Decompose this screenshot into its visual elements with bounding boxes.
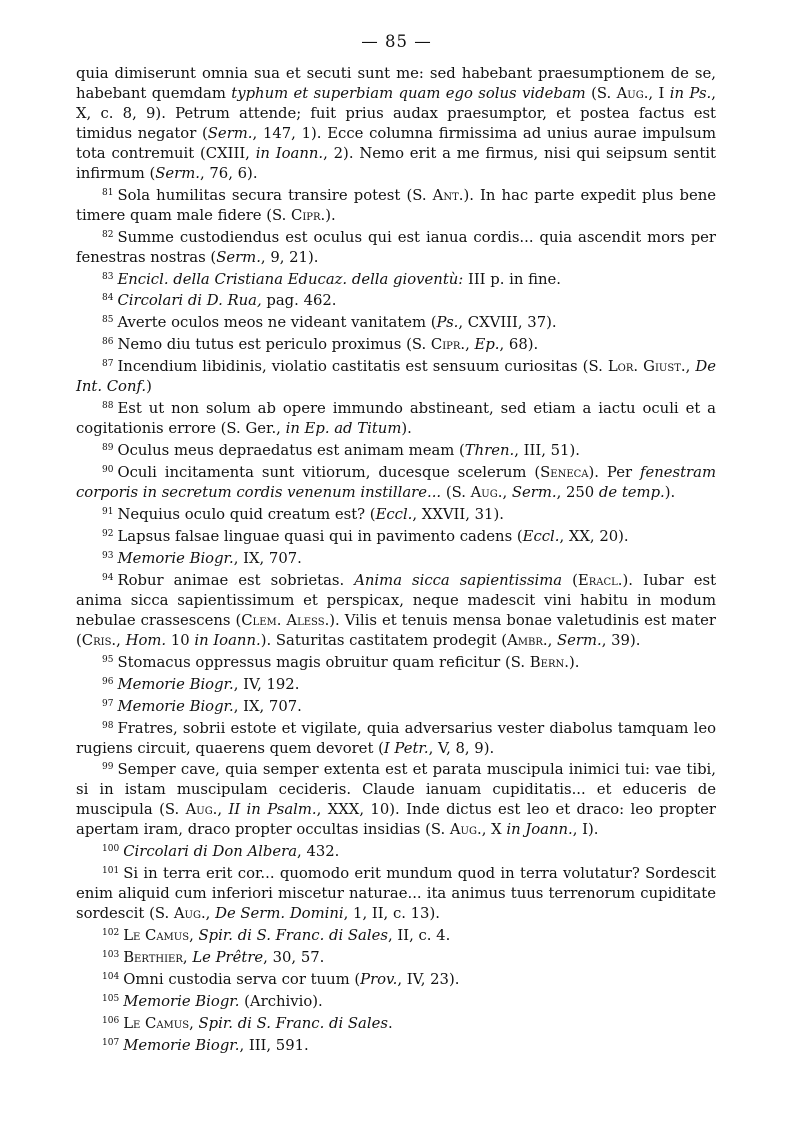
note-text: (	[562, 571, 578, 589]
footnote-number: 92	[102, 528, 114, 539]
footnote-number: 96	[102, 676, 114, 687]
footnote-82	[76, 226, 716, 268]
note-text: Lapsus falsae linguae quasi qui in pavimento cadens (	[117, 527, 523, 545]
footnote-85	[76, 311, 716, 333]
citation-italic: Serm.	[216, 248, 261, 266]
note-text: Fratres, sobrii estote et vigilate, quia adversarius vester diabolus tamquam leo rugiens circuit, quaerens quem devoret (	[76, 719, 716, 757]
footnote-81	[76, 184, 716, 226]
footnote-84	[76, 289, 716, 311]
note-text: Semper cave, quia semper extenta est et parata muscipula inimici tui: vae tibi, si in istam muscipulam cecideris. Claude ianuam cupiditatis... et educeris de muscipula (S.	[76, 761, 716, 819]
footnote-number: 107	[102, 1037, 120, 1048]
author-name: Ambr.	[507, 631, 548, 649]
note-text: ,	[502, 484, 512, 502]
author-name: Eracl.	[577, 571, 623, 589]
footnote-number: 81	[102, 187, 114, 198]
citation-italic: Prov.	[360, 970, 398, 988]
note-text: (S.	[585, 84, 617, 102]
citation-italic: Memorie Biogr.	[123, 1036, 240, 1054]
footnote-number: 106	[102, 1015, 120, 1026]
footnote-number: 84	[102, 293, 114, 304]
citation-italic: Anima sicca sapientissima	[354, 571, 563, 589]
footnote-number: 89	[102, 443, 114, 454]
citation-italic: in Ep. ad Titum	[285, 420, 402, 438]
note-text: ). Vilis et tenuis mensa bonae valetudinis est mater (	[76, 611, 716, 649]
citation-italic: II in Psalm.	[228, 801, 317, 819]
footnote-100	[76, 840, 716, 862]
footnote-number: 100	[102, 844, 120, 855]
note-text: , XXX, 10). Inde dictus est leo et draco: leo propter apertam iram, draco propter occultas insidias (S.	[76, 801, 716, 839]
footnote-number: 85	[102, 315, 114, 326]
note-text: Summe custodiendus est oculus qui est ianua cordis... quia ascendit mors per fenestras nostras (	[76, 228, 716, 266]
author-name: Cipr.	[291, 206, 326, 224]
note-text: quia dimiserunt omnia sua et secuti sunt me: sed habebant praesumptionem de se, habebant quemdam	[76, 65, 716, 102]
citation-italic: De Serm. Domini	[215, 905, 344, 923]
footnote-87	[76, 355, 716, 397]
citation-italic: Memorie Biogr.	[117, 697, 234, 715]
note-text: ,	[189, 927, 199, 945]
footnote-96	[76, 673, 716, 695]
footnote-number: 101	[102, 866, 120, 877]
footnote-91	[76, 503, 716, 525]
note-text: 10	[166, 631, 195, 649]
note-text: ).	[325, 206, 336, 224]
note-text: , 250	[556, 484, 599, 502]
footnote-107	[76, 1034, 716, 1056]
note-text: Incendium libidinis, violatio castitatis est sensuum curiositas (S.	[117, 358, 608, 376]
author-name: Lor. Giust.	[607, 358, 686, 376]
note-text: Averte oculos meos ne videant vanitatem (	[117, 314, 437, 332]
citation-italic: Eccl.	[522, 527, 560, 545]
footnote-number: 94	[102, 572, 114, 583]
note-text: Sola humilitas secura transire potest (S.	[117, 186, 433, 204]
citation-italic: in Ps.	[669, 84, 712, 102]
citation-italic: Serm.	[557, 631, 602, 649]
note-text: (S.	[441, 484, 471, 502]
note-text: pag. 462.	[261, 292, 337, 310]
footnote-number: 103	[102, 950, 120, 961]
note-text: , XXVII, 31).	[412, 506, 504, 524]
note-text: Oculi incitamenta sunt vitiorum, ducesque scelerum (	[117, 464, 541, 482]
footnote-99	[76, 758, 716, 840]
citation-italic: in Joann.	[506, 821, 573, 839]
footnote-103	[76, 946, 716, 968]
note-text: ). Per	[588, 464, 640, 482]
footnote-number: 87	[102, 359, 114, 370]
citation-italic: Serm.	[155, 164, 200, 182]
author-name: Seneca	[540, 464, 589, 482]
note-text: , 2). Nemo erit a me firmus, nisi qui seipsum sentit infirmum (	[76, 144, 716, 182]
footnote-number: 83	[102, 271, 114, 282]
note-text: , I	[648, 84, 670, 102]
note-text: Si in terra erit cor... quomodo erit mundum quod in terra volutatur? Sordescit enim aliquid cum inferiori miscetur naturae... ita animus tuus terrenorum cupiditate sordescit (S.	[76, 865, 716, 923]
citation-italic: Serm.	[207, 124, 253, 142]
note-text: , IX, 707.	[233, 549, 302, 567]
citation-italic: Hom.	[125, 631, 167, 649]
footnote-97	[76, 695, 716, 717]
footnote-number: 98	[102, 720, 114, 731]
citation-italic: Ep.	[474, 336, 500, 354]
citation-italic: Eccl.	[375, 506, 413, 524]
author-name: Aug.	[173, 905, 206, 923]
footnote-83	[76, 268, 716, 290]
note-text: , CXVIII, 37).	[458, 314, 557, 332]
author-name: Aug.	[449, 821, 482, 839]
footnote-89	[76, 439, 716, 461]
note-text: , IX, 707.	[233, 697, 302, 715]
citation-italic: in Ioann.	[194, 631, 261, 649]
note-text: , 30, 57.	[263, 949, 325, 967]
note-text: Stomacus oppressus magis obruitur quam reficitur (S.	[117, 653, 530, 671]
citation-italic: Ps.	[436, 314, 459, 332]
footnote-number: 86	[102, 337, 114, 348]
footnote-88	[76, 397, 716, 439]
footnote-94	[76, 569, 716, 651]
note-text: (Archivio).	[239, 992, 323, 1010]
note-text: , 76, 6).	[199, 164, 258, 182]
footnote-number: 105	[102, 993, 120, 1004]
citation-italic: Memorie Biogr.	[117, 549, 234, 567]
note-text: ). Iubar est anima sicca sapientissimum et perspicax, neque madescit vini habitu in modum nebulae crassescens (	[76, 571, 717, 629]
note-text: ). Saturitas castitatem prodegit (	[260, 631, 508, 649]
citation-italic: typhum et superbiam quam ego solus videbam	[231, 84, 586, 102]
note-text: , II, c. 4.	[387, 927, 451, 945]
citation-italic: Spir. di S. Franc. di Sales	[198, 927, 388, 945]
author-name: Aug.	[185, 801, 218, 819]
citation-italic: fenestram corporis in secretum cordis venenum instillare...	[76, 464, 716, 502]
footnote-102	[76, 924, 716, 946]
citation-italic: Serm.	[511, 484, 557, 502]
footnote-continuation	[76, 64, 716, 184]
note-text: , III, 51).	[514, 442, 580, 460]
note-text: , IV, 23).	[397, 970, 460, 988]
note-text: , X	[481, 821, 507, 839]
footnote-number: 99	[102, 762, 114, 773]
footnote-number: 91	[102, 507, 114, 518]
footnote-number: 93	[102, 550, 114, 561]
page-number: — 85 —	[361, 32, 432, 51]
footnote-90	[76, 461, 716, 503]
citation-italic: I Petr.	[383, 739, 429, 757]
note-text: Omni custodia serva cor tuum (	[123, 970, 361, 988]
note-text: , 9, 21).	[260, 248, 319, 266]
footnote-number: 104	[102, 971, 120, 982]
citation-italic: Thren.	[464, 442, 515, 460]
citation-italic: Memorie Biogr.	[123, 992, 240, 1010]
footnote-number: 82	[102, 229, 114, 240]
note-text: , I).	[572, 821, 599, 839]
author-name: Bern.	[529, 653, 569, 671]
citation-italic: Circolari di D. Rua,	[117, 292, 262, 310]
footnote-95	[76, 651, 716, 673]
note-text: ).	[664, 484, 676, 502]
citation-italic: Le Prêtre	[192, 949, 264, 967]
citation-italic: Spir. di S. Franc. di Sales	[198, 1014, 388, 1032]
author-name: Le Camus	[123, 927, 190, 945]
author-name: Cris.	[81, 631, 117, 649]
author-name: Aug.	[470, 484, 503, 502]
note-text: , V, 8, 9).	[428, 739, 495, 757]
footnote-104	[76, 968, 716, 990]
note-text: , XX, 20).	[559, 527, 629, 545]
note-text: , 432.	[297, 843, 340, 861]
note-text: , III, 591.	[239, 1036, 309, 1054]
note-text: , 147, 1). Ecce columna firmissima ad unius aurae impulsum tota contremuit (CXIII,	[76, 124, 716, 162]
footnote-number: 95	[102, 654, 114, 665]
footnote-105	[76, 990, 716, 1012]
footnote-86	[76, 333, 716, 355]
footnote-number: 88	[102, 401, 114, 412]
note-text: Nemo diu tutus est periculo proximus (S.	[117, 336, 431, 354]
footnote-98	[76, 717, 716, 759]
author-name: Cipr.	[430, 336, 466, 354]
footnote-number: 90	[102, 465, 114, 476]
note-text: ,	[547, 631, 558, 649]
note-text: Est ut non solum ab opere immundo abstineant, sed etiam a iactu oculi et a cogitationis errore (S. Ger.,	[76, 400, 716, 438]
note-text: ,	[217, 801, 229, 819]
note-text: Oculus meus depraedatus est animam meam (	[117, 442, 465, 460]
note-text: ,	[189, 1014, 199, 1032]
note-text: , IV, 192.	[233, 675, 300, 693]
author-name: Aug.	[616, 84, 649, 102]
note-text: , 39).	[601, 631, 641, 649]
citation-italic: Memorie Biogr.	[117, 675, 234, 693]
citation-italic: Circolari di Don Albera	[123, 843, 298, 861]
note-text: ,	[465, 336, 475, 354]
note-text: ). In hac parte expedit plus bene timere quam male fidere (S.	[76, 186, 716, 224]
note-text: ,	[685, 358, 696, 376]
note-text: ,	[182, 949, 193, 967]
footnote-93	[76, 547, 716, 569]
note-text: ,	[116, 631, 126, 649]
note-text: ).	[568, 653, 580, 671]
note-text: Robur animae est sobrietas.	[117, 571, 355, 589]
footnote-106	[76, 1012, 716, 1034]
note-text: ).	[401, 420, 412, 438]
note-text: , X, c. 8, 9). Petrum attende; fuit prius audax praesumptor, et postea factus est timidus negator (	[76, 84, 716, 142]
footnote-92	[76, 525, 716, 547]
note-text: , 68).	[499, 336, 539, 354]
note-text: .	[387, 1014, 393, 1032]
author-name: Le Camus	[123, 1014, 190, 1032]
footnote-101	[76, 862, 716, 924]
footnote-number: 97	[102, 698, 114, 709]
citation-italic: Encicl. della Cristiana Educaz. della gioventù:	[117, 270, 464, 288]
footnotes-list	[76, 64, 716, 1056]
note-text: Nequius oculo quid creatum est? (	[117, 506, 376, 524]
citation-italic: de temp.	[598, 484, 665, 502]
author-name: Clem. Aless.	[241, 611, 330, 629]
note-text: ,	[205, 905, 216, 923]
author-name: Ant.	[432, 186, 464, 204]
citation-italic: De Int. Conf.	[76, 358, 716, 396]
note-text: , 1, II, c. 13).	[343, 905, 440, 923]
note-text: )	[146, 378, 152, 396]
footnote-number: 102	[102, 928, 120, 939]
citation-italic: in Ioann.	[255, 144, 324, 162]
author-name: Berthier	[123, 949, 183, 967]
note-text: III p. in fine.	[463, 270, 561, 288]
